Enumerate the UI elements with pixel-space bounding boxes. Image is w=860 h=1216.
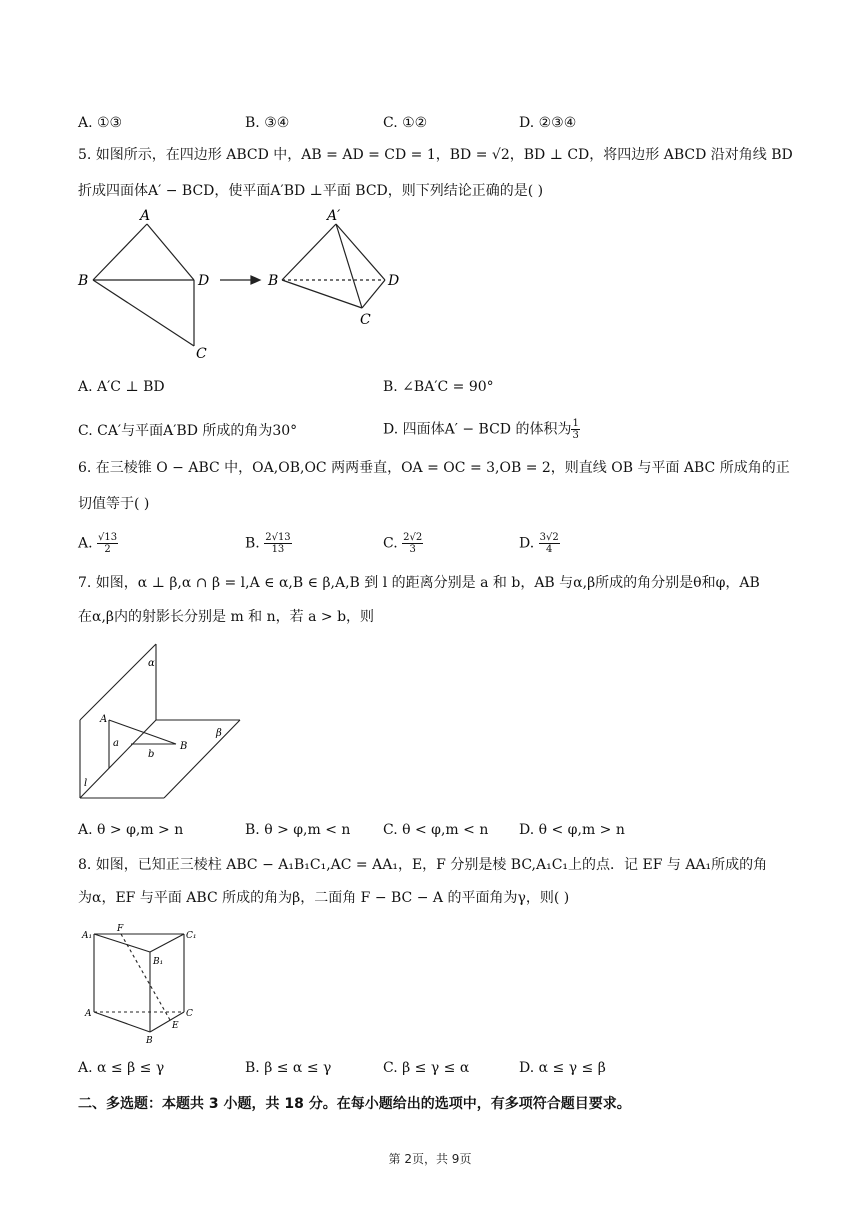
q7-option-d: D. θ < φ,m > n — [519, 822, 625, 838]
q5-label-d2: D — [388, 273, 400, 289]
q8-label-a: A — [85, 1009, 92, 1019]
q5-label-c2: C — [360, 312, 371, 328]
q7-label-a-dist: a — [113, 738, 119, 749]
q7-stem-line1: 7. 如图，α ⊥ β,α ∩ β = l,A ∈ α,B ∈ β,A,B 到 l 的距离分别是 a 和 b，AB 与α,β所成的角分别是θ和φ，AB — [78, 575, 760, 591]
q5-label-b2: B — [268, 273, 279, 289]
q5-label-a: A — [140, 208, 151, 224]
q7-label-b-dist: b — [148, 749, 155, 760]
q5-option-d-fraction: $\frac{1}{3}$ — [572, 418, 579, 441]
q8-stem-line2: 为α，EF 与平面 ABC 所成的角为β，二面角 F − BC − A 的平面角为γ，则( ) — [78, 890, 570, 906]
q4-option-a: A. ①③ — [78, 115, 123, 131]
q8-label-e: E — [172, 1021, 179, 1031]
q8-stem-line1: 8. 如图，已知正三棱柱 ABC − A₁B₁C₁,AC = AA₁，E，F 分别是棱 BC,A₁C₁上的点．记 EF 与 AA₁所成的角 — [78, 857, 768, 873]
q7-label-alpha: α — [148, 658, 155, 669]
q5-option-a: A. A′C ⊥ BD — [78, 379, 165, 395]
q7-stem-line2: 在α,β内的射影长分别是 m 和 n，若 a > b，则 — [78, 609, 375, 625]
page-footer: 第 2页，共 9页 — [388, 1152, 472, 1166]
q8-figure — [80, 920, 205, 1046]
q5-label-d: D — [198, 273, 210, 289]
q5-option-b: B. ∠BA′C = 90° — [383, 379, 494, 395]
q7-label-b-point: B — [180, 741, 188, 752]
q8-label-a1: A₁ — [82, 931, 93, 941]
q7-option-a: A. θ > φ,m > n — [78, 822, 184, 838]
q5-label-b: B — [78, 273, 89, 289]
q6-option-b: B. $\frac{2√13}{13}$ — [245, 532, 291, 555]
q8-option-c: C. β ≤ γ ≤ α — [383, 1060, 470, 1076]
q6-option-a: A. $\frac{√13}{2}$ — [78, 532, 118, 555]
q5-option-d-text: D. 四面体A′ − BCD 的体积为 — [383, 421, 572, 438]
q6-option-c: C. $\frac{2√2}{3}$ — [383, 532, 423, 555]
q8-label-c: C — [186, 1009, 193, 1019]
section-2-heading: 二、多选题：本题共 3 小题，共 18 分。在每小题给出的选项中，有多项符合题目要求。 — [78, 1096, 631, 1112]
q4-option-c: C. ①② — [383, 115, 428, 131]
q8-option-b: B. β ≤ α ≤ γ — [245, 1060, 332, 1076]
q6-stem-line2: 切值等于( ) — [78, 496, 150, 512]
q7-label-a-point: A — [100, 714, 108, 725]
q8-option-a: A. α ≤ β ≤ γ — [78, 1060, 165, 1076]
q5-figure — [76, 206, 416, 364]
q8-label-c1: C₁ — [186, 931, 197, 941]
q8-label-b1: B₁ — [153, 957, 164, 967]
q7-label-l: l — [84, 778, 88, 789]
q4-option-b: B. ③④ — [245, 115, 290, 131]
q5-stem-line2: 折成四面体A′ − BCD，使平面A′BD ⊥平面 BCD，则下列结论正确的是( ) — [78, 183, 544, 199]
q7-label-beta: β — [216, 728, 222, 739]
q8-label-b: B — [146, 1036, 153, 1046]
q5-label-c: C — [196, 346, 207, 362]
q5-option-d — [383, 418, 580, 441]
q7-figure — [76, 640, 246, 804]
q4-option-d: D. ②③④ — [519, 115, 577, 131]
q8-label-f: F — [117, 924, 124, 934]
q7-option-b: B. θ > φ,m < n — [245, 822, 351, 838]
q6-option-d: D. $\frac{3√2}{4}$ — [519, 532, 559, 555]
q5-option-c: C. CA′与平面A′BD 所成的角为30° — [78, 423, 298, 439]
q5-stem-line1: 5. 如图所示，在四边形 ABCD 中，AB = AD = CD = 1，BD = √2，BD ⊥ CD，将四边形 ABCD 沿对角线 BD — [78, 147, 793, 163]
q7-option-c: C. θ < φ,m < n — [383, 822, 489, 838]
q5-label-a-prime: A′ — [327, 208, 341, 224]
q6-stem-line1: 6. 在三棱锥 O − ABC 中，OA,OB,OC 两两垂直，OA = OC = 3,OB = 2，则直线 OB 与平面 ABC 所成角的正 — [78, 460, 790, 476]
q8-option-d: D. α ≤ γ ≤ β — [519, 1060, 606, 1076]
